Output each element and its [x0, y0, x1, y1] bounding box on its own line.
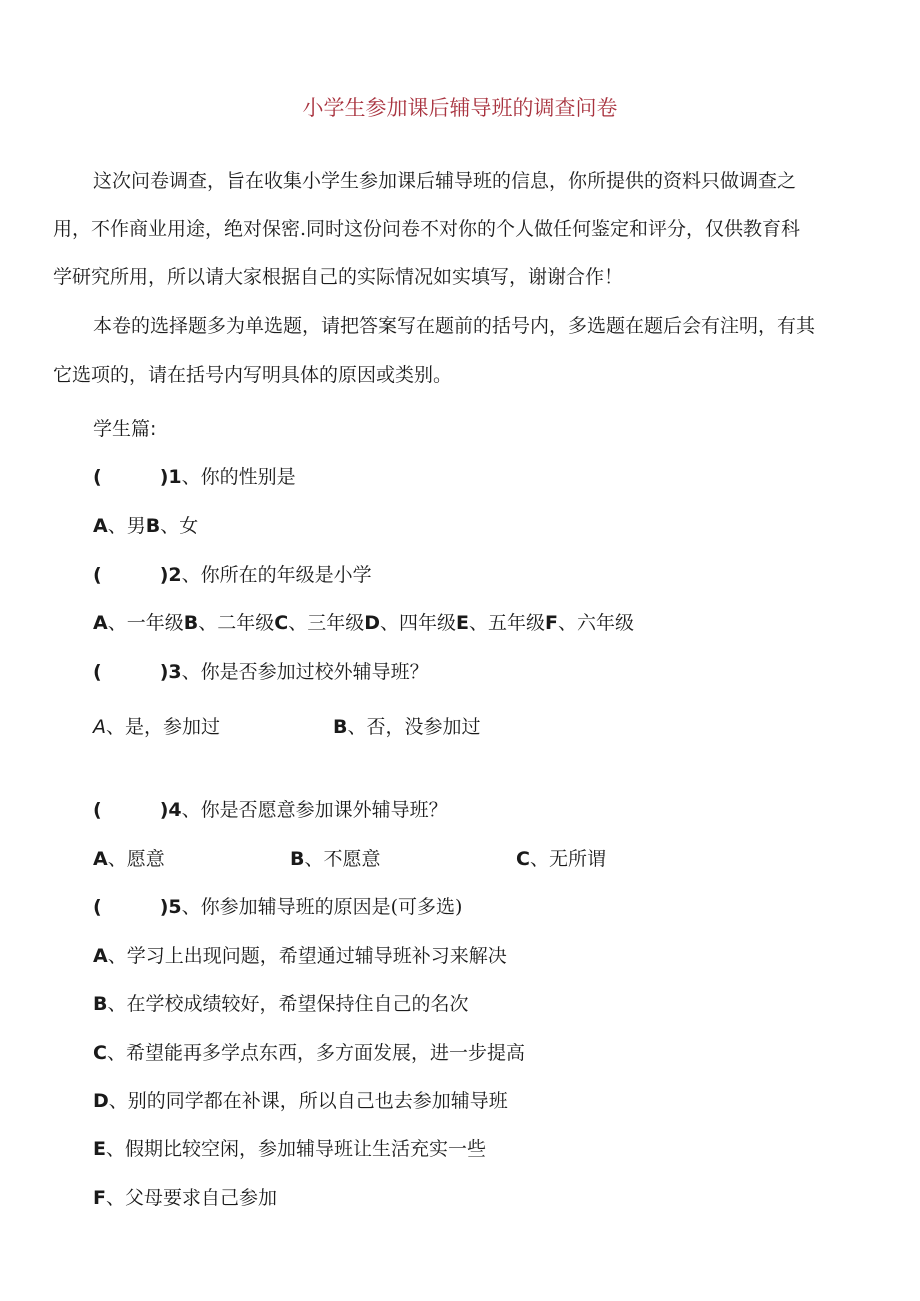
answer-paren-open: (	[93, 564, 102, 586]
question-5-option-f	[93, 1183, 277, 1210]
question-4-option-c	[516, 844, 606, 871]
option-text: 、别的同学都在补课，所以自己也去参加辅导班	[108, 1090, 508, 1112]
option-letter: E	[456, 612, 469, 634]
question-text: 、你参加辅导班的原因是(可多选)	[181, 896, 463, 918]
option-letter: D	[93, 1090, 109, 1112]
option-letter: D	[364, 612, 380, 634]
answer-paren-close: )	[159, 564, 169, 586]
option-text: 、无所谓	[529, 848, 606, 870]
question-text: 、你是否参加过校外辅导班？	[181, 661, 429, 683]
intro-paragraph-1-line-3: 学研究所用，所以请大家根据自己的实际情况如实填写，谢谢合作！	[53, 266, 624, 288]
option-letter: B	[290, 848, 305, 870]
option-letter: C	[274, 612, 289, 634]
question-2	[93, 560, 372, 587]
answer-paren-close: )	[159, 799, 169, 821]
option-letter: A	[93, 515, 108, 537]
option-text: 、是，参加过	[106, 716, 221, 738]
option-text: 、否，没参加过	[347, 716, 481, 738]
option-letter: C	[516, 848, 530, 870]
option-text: 、六年级	[557, 612, 634, 634]
option-letter: A	[93, 612, 108, 634]
intro-paragraph-1-line-2: 用，不作商业用途，绝对保密.同时这份问卷不对你的个人做任何鉴定和评分，仅供教育科	[53, 218, 801, 240]
question-5-option-b	[93, 989, 469, 1016]
option-text: 、五年级	[468, 612, 545, 634]
question-1-options	[93, 511, 198, 538]
option-letter: B	[333, 716, 348, 738]
option-letter: B	[183, 612, 199, 634]
question-1	[93, 462, 296, 489]
option-letter: E	[93, 1138, 106, 1160]
question-text: 、你是否愿意参加课外辅导班？	[181, 799, 448, 821]
option-text: 、四年级	[379, 612, 456, 634]
intro-paragraph-2-line-2: 它选项的，请在括号内写明具体的原因或类别。	[53, 364, 453, 386]
option-text: 、父母要求自己参加	[105, 1187, 277, 1209]
option-text: 、假期比较空闲，参加辅导班让生活充实一些	[105, 1138, 486, 1160]
option-text: 、一年级	[107, 612, 184, 634]
answer-paren-close: )	[159, 896, 169, 918]
option-letter: F	[545, 612, 558, 634]
option-text: 、学习上出现问题，希望通过辅导班补习来解决	[107, 945, 507, 967]
option-text: 、二年级	[198, 612, 275, 634]
question-number: 3	[168, 661, 182, 683]
option-text: 、愿意	[107, 848, 165, 870]
option-text: 、不愿意	[304, 848, 381, 870]
question-5-option-d	[93, 1086, 508, 1113]
option-letter: A	[93, 848, 108, 870]
question-5	[93, 892, 462, 919]
option-letter: B	[145, 515, 161, 537]
question-4	[93, 795, 448, 822]
question-5-option-a	[93, 941, 507, 968]
option-letter: B	[93, 993, 108, 1015]
answer-paren-close: )	[159, 466, 169, 488]
answer-paren-open: (	[93, 896, 102, 918]
question-number: 2	[168, 564, 182, 586]
option-text: 、在学校成绩较好，希望保持住自己的名次	[107, 993, 469, 1015]
question-3-option-a	[93, 712, 220, 739]
section-label: 学生篇:	[93, 418, 157, 440]
answer-paren-open: (	[93, 799, 102, 821]
question-3-option-b	[333, 712, 481, 739]
intro-paragraph-1-line-1: 这次问卷调查，旨在收集小学生参加课后辅导班的信息，你所提供的资料只做调查之	[93, 170, 797, 192]
question-2-options	[93, 608, 634, 635]
question-3	[93, 657, 429, 684]
answer-paren-open: (	[93, 661, 102, 683]
option-text: 、男	[107, 515, 146, 537]
question-text: 、你的性别是	[181, 466, 296, 488]
page-title: 小学生参加课后辅导班的调查问卷	[302, 96, 618, 120]
option-text: 、女	[160, 515, 199, 537]
option-letter: A	[93, 945, 108, 967]
question-number: 4	[168, 799, 182, 821]
question-4-option-a	[93, 844, 165, 871]
intro-paragraph-2-line-1: 本卷的选择题多为单选题，请把答案写在题前的括号内，多选题在题后会有注明，有其	[93, 315, 816, 337]
question-4-option-b	[290, 844, 381, 871]
option-letter: A	[93, 716, 106, 738]
question-number: 5	[168, 896, 182, 918]
option-text: 、希望能再多学点东西，多方面发展，进一步提高	[106, 1042, 525, 1064]
question-number: 1	[168, 466, 182, 488]
option-text: 、三年级	[288, 612, 365, 634]
question-5-option-c	[93, 1038, 525, 1065]
question-text: 、你所在的年级是小学	[181, 564, 372, 586]
question-5-option-e	[93, 1134, 486, 1161]
answer-paren-open: (	[93, 466, 102, 488]
option-letter: C	[93, 1042, 107, 1064]
answer-paren-close: )	[159, 661, 169, 683]
option-letter: F	[93, 1187, 106, 1209]
